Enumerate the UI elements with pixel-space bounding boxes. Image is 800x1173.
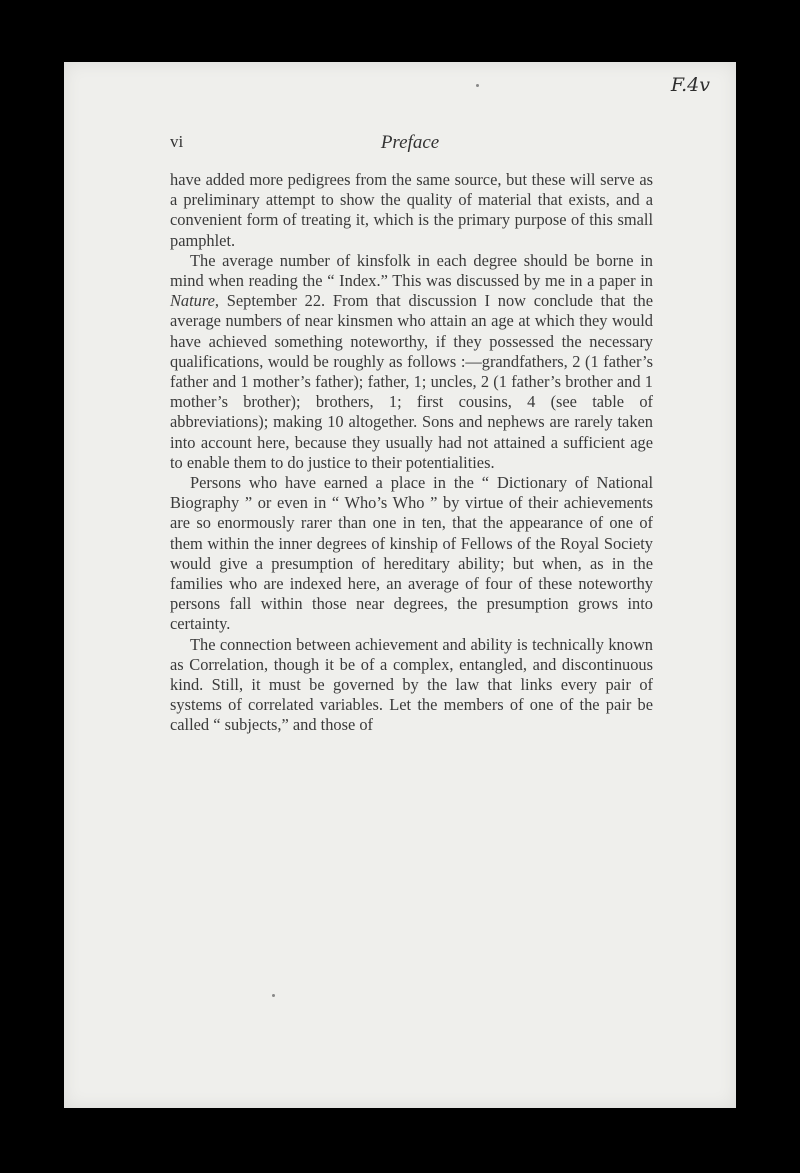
paragraph-4: The connection between achievement and ability is technically known as Correlation, though it be of a complex, entangled, and discontinuous kind. Still, it must be governed by the law that links every pair of systems of correlated variables. Let the members of one of the pair be called “ subjects,” and those of: [170, 634, 653, 735]
pencil-mark: [272, 994, 275, 997]
pencil-mark: [476, 84, 479, 87]
handwritten-folio-note: F.4v: [670, 74, 710, 96]
running-head: Preface: [380, 132, 440, 153]
paragraph-2: The average number of kinsfolk in each degree should be borne in mind when reading the “ Index.” This was discussed by me in a paper in Nature, September 22. From that discussion I now conclude that the average numbers of near kinsmen who attain an age at which they would have achieved something noteworthy, if they possessed the necessary qualifications, would be roughly as follows :—grandfathers, 2 (1 father’s father and 1 mother’s father); father, 1; uncles, 2 (1 father’s brother and 1 mother’s brother); brothers, 1; first cousins, 4 (see table of abbreviations); making 10 altogether. Sons and nephews are rarely taken into account here, because they usually had not attained a sufficient age to enable them to do justice to their potentialities.: [170, 250, 653, 472]
paragraph-3: Persons who have earned a place in the “ Dictionary of National Biography ” or even in “ Who’s Who ” by virtue of their achievements are so enormously rarer than one in ten, that the appearance of one of them within the inner degrees of kinship of Fellows of the Royal Society would give a presumption of hereditary ability; but when, as in the families who are indexed here, an average of four of these noteworthy persons fall within those near degrees, the presumption grows into certainty.: [170, 473, 653, 634]
page-header: [170, 132, 650, 156]
book-page: [64, 62, 736, 1108]
page-number: vi: [170, 132, 184, 151]
body-text: [170, 170, 653, 736]
journal-title: Nature: [170, 291, 215, 311]
paragraph-1: have added more pedigrees from the same source, but these will serve as a preliminary attempt to show the quality of material that exists, and a convenient form of treating it, which is the primary purpose of this small pamphlet.: [170, 170, 653, 250]
